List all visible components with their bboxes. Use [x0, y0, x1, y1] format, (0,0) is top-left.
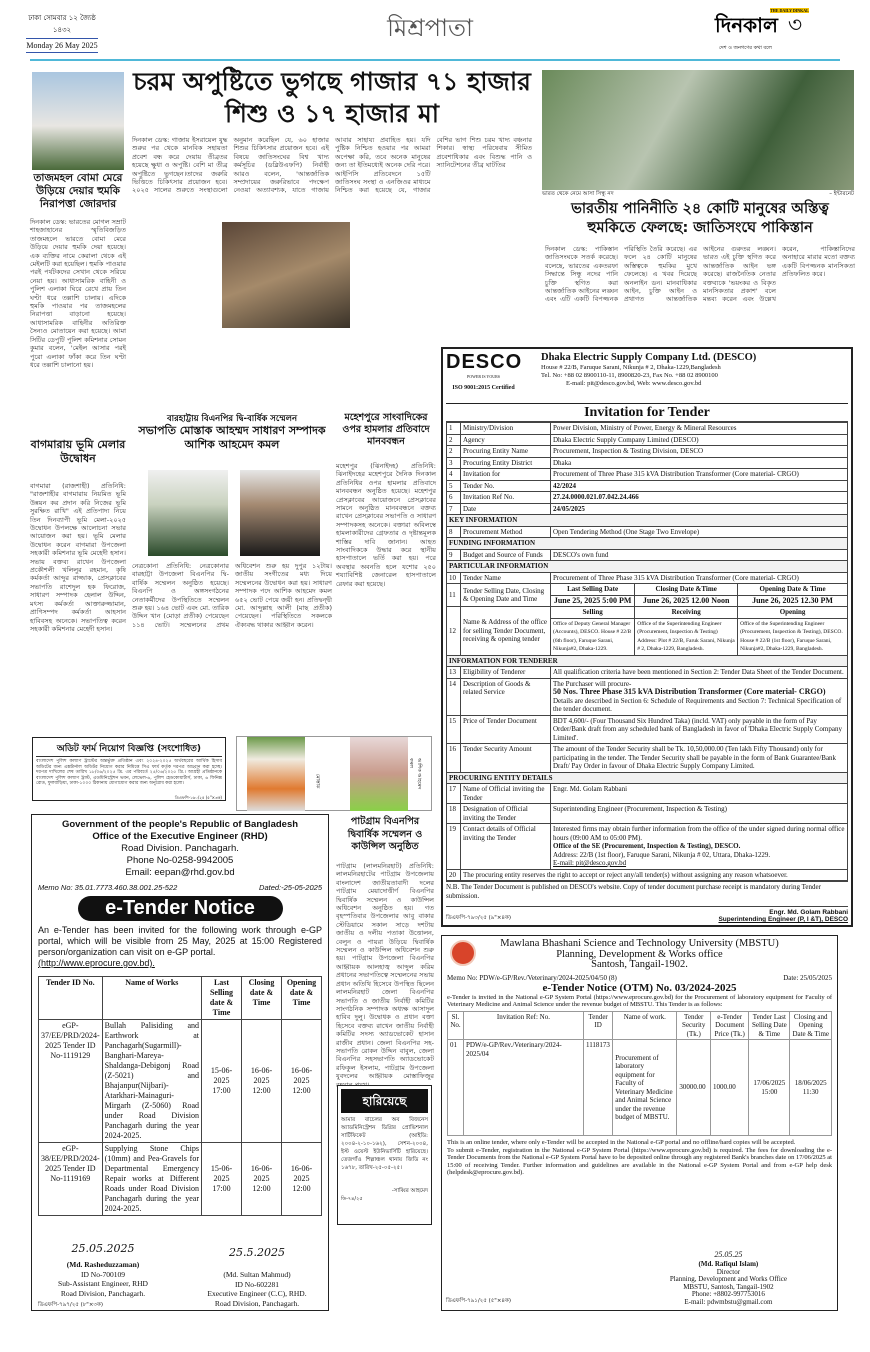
mbstu-tender-notice: Mawlana Bhashani Science and Technology University (MBSTU) Planning, Development & Works office Santosh, Tangail-1902. Memo No: PDW/e-GP/Rev./Veterinary/2024-2025/04/50 (8) Date: 25/05/2025 e-Tender Notice (OTM) No. 03/2024-2025 e-Tender is invited in the National e-GP System Portal (https://www.eprocure.gov.bd) for the Procurement of laboratory equipment for Faculty of Veterinary Medicine and Animal Science under the revenue budget of MBSTU. This Tender is as follows: Sl. No. Invitation Ref: No. Tender ID Name of work. Tender Security (Tk.) e-Tender Document Price (Tk.) Tender Last Selling Date & Time Closing and Opening Date & Time 01 PDW/e-GP/Rev./Veterinary/2024-2025/04 1118173 Procurement of laboratory equipment for Faculty of Veterinary Medicine and Animal Science under the revenue budget of MBSTU. 30000.00 1000.00 17/06/2025 15:00 18/06/2025 11:30 This is an online tender, where only e-Tender will be accepted in the National e-GP portal and no offline/hard copies will be accepted. To submit e-Tender, registration in the National e-GP System Portal (https://www.eprocure.gov.bd) is required. The fees for downloading the e-Tender Documents from the National e-GP System Portal have to be deposited online through any registered Bank's branches date on 17/06/2025 at 15:00 of receiving Tender. Further information and guidelines are available in the National e-GP System Portal and from e-GP help desk (helpdesk@eprocure.gov.bd). 25.05.25 (Md. Rafiqul Islam) Director Planning, Development and Works Office MBSTU, Santosh, Tangail-1902 Phone: +8802-997753016 E-mail: pdwmbstu@gmail.com ডিএফপি-৭৯১/২৫ (৫"×৪ক) — [441, 935, 838, 1311]
e-tender-title: e-Tender Notice — [78, 896, 283, 921]
page-number: ৩ — [787, 13, 803, 38]
portraits-panel: মোস্তাক আশিক আহমেদ কমল — [236, 736, 432, 811]
table-row: 13 Eligibility of Tenderer All qualification criteria have been mentioned in Section 2: Tender Data Sheet of the Tender Document. — [447, 667, 848, 679]
signature-left: 25.05.2025 (Md. Rasheduzzaman) ID No-700109 Sub-Assistant Engineer, RHD Road Division, Panchagarh. — [58, 1242, 148, 1298]
lead-body: দিনকাল ডেস্ক: গাজায় ইসরায়েল যুদ্ধ শুরুর পর থেকে মানবিক সহায়তা প্রবেশ বন্ধ করে দেয়ায় তীব্রতর হয়েছে ক্ষুধা ও অপুষ্টি। বেশি মা তীব্র অপুষ্টিতে ভুগছেন।তাদের জরুরি ভিত্তিতে চিকিৎসার প্রয়োজন হবে। ২০২৫ সালের শুরুতে সংস্থাগুলো অনুমান করেছিল যে, ৬০ হাজার শিশুর চিকিৎসার প্রয়োজন হবে। এই বিষয়ে জাতিসংঘের বিশ্ব খাদ্য কর্মসূচির (ডব্লিউএফপি) নির্বাহী আরও বলেন, 'আন্তর্জাতিক সম্প্রদায়ের জরুরিভাবে পদক্ষেপ নেওয়া অত্যাবশ্যক, যাতে গাজায় আবার সাহায্য প্রবাহিত হয়। যদি পুষ্টিক নিশ্চিত হওয়ার পর আমরা অপেক্ষা করি, তবে অনেক মানুষের জন্য তা ইতিমধ্যেই অনেক দেরি পরে। আইপিসি প্রতিবেদনে ১৫টি জাতিসংঘ সংস্থা ও এনজিওর মাধ্যমে নিশ্চিত করা হয়েছে যে, গাজার বেশির ভাগ শিশু চরম খাদ্য বঞ্চনার শিকার। স্বাস্থ্য পরিষেবায় সীমিত প্রবেশাধিকার এবং বিশুদ্ধ পানি ও স্যানিটেশনের তীব্র ঘাটতির — [132, 136, 532, 195]
table-row: 16 Tender Security Amount The amount of the Tender Security shall be Tk. 10,50,000.00 (Ten lakh Fifty Thousand) only for participating in the tender. The Tender Security shall be payable in the form of Bank Guarantee/Bank Draft/ Pay Order in favour of Dhaka Electric Supply Company Limited. — [447, 744, 848, 773]
table-row: 5 Tender No. 42/2024 — [447, 480, 848, 492]
section-header: PROCURING ENTITY DETAILS — [447, 772, 848, 784]
email-link[interactable]: E-mail: pit@desco.gov.bd — [553, 859, 627, 867]
table-row — [448, 1040, 832, 1136]
section-title: মিশ্রপাতা — [387, 14, 473, 42]
portrait-left — [247, 737, 305, 811]
rhd-tender-table — [38, 976, 322, 1216]
date-english: Monday 26 May 2025 — [26, 39, 98, 53]
column-header: Opening date & Time — [282, 977, 322, 1020]
audit-firm-notice: অডিট ফার্ম নিয়োগ বিজ্ঞপ্তি (সংশোধিত) বাংলাদেশ পুলিশ কল্যাণ ট্রাস্টের অন্তর্ভুক্ত প্রতিষ্ঠান এবং ২০২৪-২০২৫ অর্থবছরের আর্থিক হিসাব অডিটের জন্য এক্সটার্নাল অডিটর নিয়োগ করার নিমিত্তে সিএ ফার্ম কর্তৃক দরপত্র আহ্বান করা হচ্ছে। দরপত্র দাখিলের শেষ তারিখ ১৮/০৬/২০২৫ খ্রি. এর পরিবর্তে ২৫/০৬/২০২৫ খ্রি.। আগ্রহী প্রতিষ্ঠানকে বাংলাদেশ পুলিশ কল্যাণ ট্রাস্ট, এডমিনিস্ট্রেশন ভবন, লেভেল-৬, পুলিশ হেডকোয়ার্টার্স, ঢাকা, ৬ ফিনিক্স রোড, ফুলবাড়িয়া, ঢাকা-১০০০ ঠিকানায় যোগাযোগ করার জন্য অনুরোধ করা হলো। ডিএফপি-১৬০/২৫ (৫"×৩ক) — [32, 737, 226, 801]
taj-body: দিনকাল ডেস্ক: ভারতের মোগল সম্রাট শাহজাহানের স্মৃতিবিজড়িত তাজমহলে ভারতে বোমা মেরে উড়িয়ে দেয়ার হুমকি দেয়া হয়েছে। এক ব্যক্তির নামে কেরালা থেকে এই মেইলটি করা হয়েছিল। হুমকি পাওয়ার পরই পর্যটকদের সেখান থেকে সরিয়ে নেয়া হয়। আধাসামরিক বাহিনী ও পুলিশ এলাকা ঘিরে রেখে প্রায় তিন ঘণ্টা ধরে তল্লাশি চালায়। এদিকে হুমকি পাওয়ার পর তাজমহলের নিরাপত্তা বাড়ানো হয়েছে। আধাসামরিক বাহিনীর অতিরিক্ত সৈন্যও মোতায়েন করা হয়েছে। আমা সিটির ডেপুটি পুলিশ কমিশনার সোমন কুমার বলেন, 'মেইল আসার পরই পুরো এলাকা ফাঁকা করে তিন ঘণ্টা ধরে তল্লাশি চালানো হয়। — [30, 218, 126, 369]
table-row: 18 Designation of Official inviting the Tender Superintending Engineer (Procurement, Inspection & Testing) — [447, 804, 848, 824]
masthead-rule — [30, 59, 840, 61]
table-row: 2 Procuring Entity Name Procurement, Inspection & Testing Division, DESCO — [447, 446, 848, 458]
table-cell: Bullah Palisiding and Earthwork at Panchagarh(Sugarmill)-Banghari-Mareya-Shaldanga-Debigonj Road (Z-5021) and Bhajanpur(Nijbari)-Atarkhari-Mainaguri-Mirgarh (Z-5060) Road under Road Division Panchagarh during the year 2024-2025. — [102, 1020, 201, 1143]
desco-tender-table: 1 Ministry/Division Power Division, Ministry of Power, Energy & Mineral Resources 2 Agency Dhaka Electric Supply Company Limited (DESCO) 2 Procuring Entity Name Procurement, Inspection & Testing Division, DESCO 3 Procuring Entity District Dhaka 4 Invitation for Procurement of Three Phase 315 kVA Distribution Transformer (Core material- CRGO) 5 Tender No. 42/2024 6 Invitation Ref No. 27.24.0000.021.07.042.24.466 7 Date 24/05/2025 KEY INFORMATION 8 Procurement Method Open Tendering Method (One Stage Two Envelope) FUNDING INFORMATION 9 Budget and Source of Funds DESCO's own fund PARTICULAR INFORMATION 10 Tender Name Procurement of Three Phase 315 kVA Distribution Transformer (Core material- CRGO) 11 Tender Selling Date, Closing & Opening Date and Time Last Selling Date Closing Date &Time Opening Date & Time June 25, 2025 5:00 PM June 26, 2025 12.00 Noon June 26, 2025 12.30 PM 12 Name & Address of the office for selling Tender Document, receiving & opening tender Selling Receiving Opening Office of Deputy General Manager (Accounts), DESCO. House # 22/B (6th floor), Faruque Sarani, Nikunja#2, Dhaka-1229. Office of the Superintending Engineer (Procurement, Inspection & Testing) Address: Plot # 22/B, Faruk Sarani, Nikunja # 2, Dhaka-1229, Bangladesh. Office of the Superintending Engineer (Procurement, Inspection & Testing), DESCO. House # 22/B (1st floor), Faruque Sarani, Nikunja#2, Dhaka-1229, Bangladesh. INFORMATION FOR TENDERER 13 Eligibility of Tenderer All qualification criteria have been mentioned in Section 2: Tender Data Sheet of the Tender Document. 14 Description of Goods & related Service The Purchaser will procure- 50 Nos. Three Phase 315 kVA Distribution Transformer (Core material- CRGO) Details are described in Section 6: Schedule of Requirements and Section 7: Technical Specification of the tender document. 15 Price of Tender Document BDT 4,600/- (Four Thousand Six Hundred Taka) (incld. VAT) only payable in the form of Pay Order/Bank draft from any scheduled bank of Bangladesh in favor of 'Dhaka Electric Supply Company Limited'. 16 Tender Security Amount The amount of the Tender Security shall be Tk. 10,50,000.00 (Ten lakh Fifty Thousand) only for participating in the tender. The Tender Security shall be payable in the form of Bank Guarantee/Bank Draft/ Pay Order in favour of Dhaka Electric Supply Company Limited. PROCURING ENTITY DETAILS 17 Name of Official inviting the Tender Engr. Md. Golam Rabbani 18 Designation of Official inviting the Tender Superintending Engineer (Procurement, Inspection & Testing) 19 Contact details of Official inviting the Tender Interested firms may obtain further information from the office of the under signed during normal office hours (09:00 AM to 05:00 PM). Office of the SE (Procurement, Inspection & Testing), DESCO. Address: 22/B (1st floor), Faruque Sarani, Nikunja # 02, Uttara, Dhaka-1229. E-mail: pit@desco.gov.bd 20 The procuring entity reserves the right to accept or reject any/all tender(s) without assigning any reason whatsoever. — [446, 422, 848, 881]
table-cell: 17/06/2025 15:00 — [749, 1040, 790, 1136]
column-header: Last Selling date & Time — [202, 977, 242, 1020]
table-cell: 30000.00 — [677, 1040, 711, 1136]
table-row: 17 Name of Official inviting the Tender Engr. Md. Golam Rabbani — [447, 784, 848, 804]
maheshpur-body: মহেশপুর (ঝিনাইদহ) প্রতিনিধি: ঝিনাইদহের মহেশপুরে দৈনিক দিনকাল প্রতিনিধির ওপর হামলার প্রতিবাদে মানববন্ধন অনুষ্ঠিত হয়েছে। মহেশপুর প্রেসক্লাবের আয়োজনে প্রেসক্লাবের সামনে অনুষ্ঠিত মানববন্ধনে বক্তব্য রাখেন প্রেসক্লাবের সভাপতি ও সাধারণ সম্পাদকসহ অনেকে। বক্তারা অবিলম্বে হামলাকারীদের গ্রেফতার ও দৃষ্টান্তমূলক শাস্তির দাবি জানান। আহত সাংবাদিককে উদ্ধার করে স্থানীয় হাসপাতালে ভর্তি করা হয়। পরে অবস্থার অবনতি হলে যশোর ২৫০ শয্যাবিশিষ্ট জেনারেল হাসপাতালে রেফার করা হয়েছে। — [336, 462, 436, 588]
column-header: Tender Last Selling Date & Time — [749, 1011, 790, 1040]
table-cell: Supplying Stone Chips (10mm) and Pea-Gravels for Departmental Emergency Repair works at Different Roads under Road Division Panchagarh during the year 2024-2025. — [102, 1143, 201, 1216]
desco-tender-notice: DESCO POWER IS YOURS ISO 9001:2015 Certified Dhaka Electric Supply Company Ltd. (DESCO) House # 22/B, Faruque Sarani, Nikunja # 2, Dhaka-1229,Bangladesh Tel. No: +88 02 8900110-11, 8900820-23, Fax No. +88 02 8900100 E-mail: pit@desco.gov.bd, Web: www.desco.gov.bd Invitation for Tender 1 Ministry/Division Power Division, Ministry of Power, Energy & Mineral Resources 2 Agency Dhaka Electric Supply Company Limited (DESCO) 2 Procuring Entity Name Procurement, Inspection & Testing Division, DESCO 3 Procuring Entity District Dhaka 4 Invitation for Procurement of Three Phase 315 kVA Distribution Transformer (Core material- CRGO) 5 Tender No. 42/2024 6 Invitation Ref No. 27.24.0000.021.07.042.24.466 7 Date 24/05/2025 KEY INFORMATION 8 Procurement Method Open Tendering Method (One Stage Two Envelope) FUNDING INFORMATION 9 Budget and Source of Funds DESCO's own fund PARTICULAR INFORMATION 10 Tender Name Procurement of Three Phase 315 kVA Distribution Transformer (Core material- CRGO) 11 Tender Selling Date, Closing & Opening Date and Time Last Selling Date Closing Date &Time Opening Date & Time June 25, 2025 5:00 PM June 26, 2025 12.00 Noon June 26, 2025 12.30 PM 12 Name & Address of the office for selling Tender Document, receiving & opening tender Selling Receiving Opening Office of Deputy General Manager (Accounts), DESCO. House # 22/B (6th floor), Faruque Sarani, Nikunja#2, Dhaka-1229. Office of the Superintending Engineer (Procurement, Inspection & Testing) Address: Plot # 22/B, Faruk Sarani, Nikunja # 2, Dhaka-1229, Bangladesh. Office of the Superintending Engineer (Procurement, Inspection & Testing), DESCO. House # 22/B (1st floor), Faruque Sarani, Nikunja#2, Dhaka-1229, Bangladesh. INFORMATION FOR TENDERER 13 Eligibility of Tenderer All qualification criteria have been mentioned in Section 2: Tender Data Sheet of the Tender Document. 14 Description of Goods & related Service The Purchaser will procure- 50 Nos. Three Phase 315 kVA Distribution Transformer (Core material- CRGO) Details are described in Section 6: Schedule of Requirements and Section 7: Technical Specification of the tender document. 15 Price of Tender Document BDT 4,600/- (Four Thousand Six Hundred Taka) (incld. VAT) only payable in the form of Pay Order/Bank draft from any scheduled bank of Bangladesh in favor of 'Dhaka Electric Supply Company Limited'. 16 Tender Security Amount The amount of the Tender Security shall be Tk. 10,50,000.00 (Ten lakh Fifty Thousand) only for participating in the tender. The Tender Security shall be payable in the form of Bank Guarantee/Bank Draft/ Pay Order in favour of Dhaka Electric Supply Company Limited. PROCURING ENTITY DETAILS 17 Name of Official inviting the Tender Engr. Md. Golam Rabbani 18 Designation of Official inviting the Tender Superintending Engineer (Procurement, Inspection & Testing) 19 Contact details of Official inviting the Tender Interested firms may obtain further information from the office of the under signed during normal office hours (09:00 AM to 05:00 PM). Office of the SE (Procurement, Inspection & Testing), DESCO. Address: 22/B (1st floor), Faruque Sarani, Nikunja # 02, Uttara, Dhaka-1229. E-mail: pit@desco.gov.bd 20 The procuring entity reserves the right to accept or reject any/all tender(s) without assigning any reason whatsoever. N.B. The Tender Document is published on DESCO's website. Copy of tender document purchase receipt is mandatory during Tender submission. ডিএফপি-৭৯৩/২৫ (৯"×৪ক) Engr. Md. Golam Rabbani Superintending Engineer (P, I &T), DESCO — [441, 347, 853, 927]
table-row: 1 Ministry/Division Power Division, Ministry of Power, Energy & Mineral Resources — [447, 423, 848, 435]
barhatta-kicker: বারহাট্টায় বিএনপির দ্বি-বার্ষিক সম্মেলন — [166, 414, 298, 424]
table-row — [39, 1143, 322, 1216]
table-cell: eGP-37/EE/PRD/2024-2025 Tender ID No-1119129 — [39, 1020, 103, 1143]
table-row — [39, 1020, 322, 1143]
rhd-tender-notice: Government of the people's Republic of Bangladesh Office of the Executive Engineer (RHD) Road Division. Panchagarh. Phone No-0258-9942005 Email: eepan@rhd.gov.bd Memo No: 35.01.7773.460.38.001.25-522 Dated:-25-05-2025 e-Tender Notice An e-Tender has been invited for the following work through e-GP portal, which will be visible from 25 May, 2025 at 15:00 Registered person/organization can visit on e-GP portal. (http://www.eprocure.gov.bd). Tender ID No. Name of Works Last Selling date & Time Closing date & Time Opening date & Time eGP-37/EE/PRD/2024-2025 Tender ID No-1119129 Bullah Palisiding and Earthwork at Panchagarh(Sugarmill)-Banghari-Mareya-Shaldanga-Debigonj Road (Z-5021) and Bhajanpur(Nijbari)-Atarkhari-Mainaguri-Mirgarh (Z-5060) Road under Road Division Panchagarh during the year 2024-2025. 15-06-2025 17:00 16-06-2025 12:00 16-06-2025 12:00 eGP-38/EE/PRD/2024-2025 Tender ID No-1119169 Supplying Stone Chips (10mm) and Pea-Gravels for Departmental Emergency Repair works at Different Roads under Road Division Panchagarh during the year 2024-2025. 15-06-2025 17:00 16-06-2025 12:00 16-06-2025 12:00 25.05.2025 (Md. Rasheduzzaman) ID No-700109 Sub-Assistant Engineer, RHD Road Division, Panchagarh. 25.5.2025 (Md. Sultan Mahmud) ID No-602281 Executive Engineer (C.C), RHD. Road Division, Panchagarh. ডিএফপি-৭৯৭/২৫ (৮"×৩ক) — [31, 814, 329, 1311]
gaza-children-photo — [222, 222, 350, 328]
table-row: 4 Invitation for Procurement of Three Phase 315 kVA Distribution Transformer (Core material- CRGO) — [447, 469, 848, 481]
patgram-headline: পাটগ্রাম বিএনপির দ্বিবার্ষিক সম্মেলন ও কাউন্সিল অনুষ্ঠিত — [347, 816, 423, 852]
table-cell: 1118173 — [583, 1040, 612, 1136]
india-body: দিনকাল ডেস্ক: পাকিস্তান জাতিসংঘকে সতর্ক করেছে। বলেছে, ভারতের একতরফা সিদ্ধান্তে সিন্ধু নদের পানি চুক্তি স্থগিত করা আন্তর্জাতিক আইনের লঙ্ঘন এবং এটি একটি বিপজ্জনক পরিস্থিতি তৈরি করেছে। এর ফলে ২৪ কোটি মানুষের অস্তিত্বকে হুমকির মুখে ফেলেছে। এ খবর দিয়েছে অনলাইন ডন। মানবাধিকার আইন, চুক্তি আইন ও প্রথাগত আন্তর্জাতিক আইনের গুরুতর লঙ্ঘন। ভারত এই চুক্তি স্থগিত করে আন্তর্জাতিক আইন ভঙ্গ করেছে। রাজনৈতিক নেতার বক্তব্যকে 'ভয়ংকর ও বিকৃত মানসিকতার প্রকাশ' বলে মন্তব্য করেন এবং উল্লেখ করেন, পাকিস্তানিদের অনাহারে মারার মতো বক্তব্য একটি বিপজ্জনক মানসিকতা প্রতিফলিত করে। — [545, 245, 855, 304]
eprocure-link[interactable]: (http://www.eprocure.gov.bd). — [38, 958, 155, 968]
column-header: Invitation Ref: No. — [463, 1011, 583, 1040]
column-header: Sl. No. — [448, 1011, 464, 1040]
section-header: KEY INFORMATION — [447, 515, 848, 527]
table-row: 3 Procuring Entity District Dhaka — [447, 457, 848, 469]
signature-right: 25.5.2025 (Md. Sultan Mahmud) ID No-602281 Executive Engineer (C.C), RHD. Road Division, Panchagarh. — [207, 1246, 307, 1308]
table-cell: 16-06-2025 12:00 — [242, 1020, 282, 1143]
table-cell: 16-06-2025 12:00 — [242, 1143, 282, 1216]
table-row: 7 Date 24/05/2025 — [447, 503, 848, 515]
table-row: 9 Budget and Source of Funds DESCO's own fund — [447, 549, 848, 561]
table-row: 2 Agency Dhaka Electric Supply Company Limited (DESCO) — [447, 434, 848, 446]
table-cell: 15-06-2025 17:00 — [202, 1020, 242, 1143]
section-header: INFORMATION FOR TENDERER — [447, 655, 848, 667]
table-cell: eGP-38/EE/PRD/2024-2025 Tender ID No-1119169 — [39, 1143, 103, 1216]
patgram-body: পাটগ্রাম (লালমনিরহাট) প্রতিনিধি: লালমনিরহাটের পাটগ্রাম উপজেলায় বাংলাদেশ জাতীয়তাবাদী দলের পাটগ্রাম মেয়াদোত্তীর্ণ বিএনপির দ্বিবার্ষিক সম্মেলন ও কাউন্সিল অধিবেশন অনুষ্ঠিত হয়। গত বৃহস্পতিবার উপজেলার আবু বাকার স্টেডিয়ামে সকাল সাড়ে দশটায় জাতীয় ও দলীয় পতাকা উত্তোলন, বেলুন ও পায়রা উড়িয়ে দ্বিবার্ষিক সম্মেলন ও কাউন্সিল অধিবেশন শুরু হয়। পাটগ্রাম উপজেলা বিএনপির আহ্বায়ক আলহাজ্ব আব্দুল করিম প্রধানের সভাপতিত্বে সম্মেলনের সভায় প্রধান অতিথি হিসেবে উপস্থিত ছিলেন লালমনিরহাট জেলা বিএনপির সভাপতি ও জাতীয় নির্বাহী কমিটির সাংগঠনিক সম্পাদক অধ্যক্ষ আসাদুল হাবিব দুলু। উদ্বোধক ও প্রধান বক্তা হিসেবে বক্তব্য রাখেন জাতীয় নির্বাহী কমিটির সদস্য অ্যাডভোকেট হাসান রাজীব প্রধান। জেলা বিএনপির সহ-সভাপতি রোকন উদ্দিন বাবুল, জেলা বিএনপির সহসভাপতি অ্যাডভোকেট রফিকুল ইসলাম, পাটগ্রাম উপজেলা যুবদলের আহ্বায়ক মোস্তাফিজুর — [336, 862, 434, 1081]
taj-headline: তাজমহল বোমা মেরে উড়িয়ে দেয়ার হুমকি নিরাপত্তা জোরদার — [33, 172, 123, 210]
table-cell: 16-06-2025 12:00 — [282, 1020, 322, 1143]
date-bengali: ঢাকা সোমবার ১২ জ্যৈষ্ঠ ১৪৩২ — [26, 12, 98, 39]
president-photo — [148, 470, 228, 556]
table-cell: Procurement of laboratory equipment for Faculty of Veterinary Medicine and Animal Science under the revenue budget of MBSTU. — [613, 1040, 677, 1136]
section-header: FUNDING INFORMATION — [447, 538, 848, 550]
column-header: Tender ID No. — [39, 977, 103, 1020]
table-cell: 16-06-2025 12:00 — [282, 1143, 322, 1216]
column-header: Tender Security (Tk.) — [677, 1011, 711, 1040]
table-cell: 01 — [448, 1040, 464, 1136]
portrait-right — [350, 737, 408, 811]
bagmara-headline: বাগমারায় ভূমি মেলার উদ্বোধন — [30, 438, 126, 465]
secretary-photo — [240, 470, 320, 556]
column-header: Name of work. — [613, 1011, 677, 1040]
column-header: e-Tender Document Price (Tk.) — [711, 1011, 749, 1040]
table-row: 6 Invitation Ref No. 27.24.0000.021.07.042.24.466 — [447, 492, 848, 504]
mbstu-tender-table — [447, 1011, 832, 1137]
taj-mahal-photo — [32, 72, 124, 170]
table-cell: 1000.00 — [711, 1040, 749, 1136]
table-cell: 18/06/2025 11:30 — [790, 1040, 832, 1136]
mbstu-logo — [450, 940, 476, 966]
column-header: Closing and Opening Date & Time — [790, 1011, 832, 1040]
column-header: Name of Works — [102, 977, 201, 1020]
maheshpur-headline: মহেশপুরে সাংবাদিকের ওপর হামলার প্রতিবাদে মানববন্ধন — [342, 412, 430, 447]
table-row: 10 Tender Name Procurement of Three Phase 315 kVA Distribution Transformer (Core material- CRGO) — [447, 572, 848, 584]
column-header: Tender ID — [583, 1011, 612, 1040]
barhatta-headline: সভাপতি মোস্তাক আহম্মদ সাধারণ সম্পাদক আশিক আহমেদ কমল — [138, 424, 326, 451]
masthead-date — [26, 12, 98, 53]
bagmara-body: বাগমারা (রাজশাহী) প্রতিনিধি: "রাজশাহীর বাগমারায় নিয়মিত ভূমি উন্নয়ন কর প্রদান করি নিজের ভূমি সুরক্ষিত রাখি" এই প্রতিপাদ্য নিয়ে তিন দিনব্যাপী ভূমি মেলা-২০২৫ উদ্বোধন উপলক্ষে আলোচনা সভার আয়োজন করা হয়। ভূমি মেলার উদ্বোধন করেন বাগমারা উপজেলা সহকারী কমিশনার ভূমি মেহেদী হসান। সভায় বক্তব্য রাখেন উপজেলা প্রকৌশলী খলিলুর রহমান, কৃষি কর্মকর্তা আব্দুর রাজ্জাক, প্রেসক্লাবের সভাপতি রাশেদুল হক ফিরোজ, সাধারণ সম্পাদক হেলাল উদ্দিন, মৎস্য কর্মকর্তা আক্তারুজ্জামান, প্রাণিসম্পদ কর্মকর্তা আহসান হাবিবসহ অনেকে। সভাপতিত্ব করেন সহকারী কমিশনার মেহেদী হসান। — [30, 482, 126, 633]
lead-headline: চরম অপুষ্টিতে ভুগছে গাজার ৭১ হাজার শিশু ও ১৭ হাজার মা — [133, 67, 531, 128]
section-header: PARTICULAR INFORMATION — [447, 561, 848, 573]
table-cell: PDW/e-GP/Rev./Veterinary/2024-2025/04 — [463, 1040, 583, 1136]
column-header: Closing date & Time — [242, 977, 282, 1020]
india-headline: ভারতীয় পানিনীতি ২৪ কোটি মানুষের অস্তিত্ব হুমকিতে ফেলছে: জাতিসংঘে পাকিস্তান — [571, 201, 829, 236]
newspaper-logo: THE DAILY DINKAL দিনকাল ৩ দেশ ও জনগণের কথা বলে — [715, 8, 809, 51]
table-row: 8 Procurement Method Open Tendering Method (One Stage Two Envelope) — [447, 526, 848, 538]
table-cell: 15-06-2025 17:00 — [202, 1143, 242, 1216]
table-row: 15 Price of Tender Document BDT 4,600/- (Four Thousand Six Hundred Taka) (incld. VAT) only payable in the form of Pay Order/Bank draft from any scheduled bank of Bangladesh in favor of 'Dhaka Electric Supply Company Limited'. — [447, 715, 848, 744]
indus-river-photo — [542, 70, 854, 190]
barhatta-body: নেত্রকোনা প্রতিনিধি: নেত্রকোনার বারহাট্টা উপজেলা বিএনপির দ্বি-বার্ষিক সম্মেলন অনুষ্ঠিত হয়েছে। বিএনপি ও অঙ্গসংগঠনের নেতাকর্মীদের উপস্থিতিতে সম্মেলন শুরু হয়। ১৬৪ ভোট এবং মো. তারিক উদ্দিন খান (মোড়া প্রতীক) পেয়েছেন ১১৪ ভোট। সম্মেলনের প্রথম অধিবেশন শুরু হয় দুপুর ১২টায়। জাতীয় সংগীতের মধ্য দিয়ে সম্মেলনের উদ্বোধন করা হয়। সাধারণ সম্পাদক পদে আশিক আহমেদ কমল ৬৫২ ভোট পেয়ে জয়ী হন। প্রতিদ্বন্দ্বী মো. আব্দুল্লাহ আলী (মাছ প্রতীক) পেয়েছেন। পরিস্থিতিতে সকলকে ঐক্যবদ্ধ থাকার আহ্বান করেন। — [132, 562, 332, 629]
photo-caption: ভারত থেকে নেমে আসা সিন্ধু নদ – ইন্টারনেট — [542, 191, 854, 197]
lost-notice: হারিয়েছে আমার বাচেলর অব বিজনেস অ্যাডমিনিস্ট্রেশন ডিগ্রির প্রোভিশনাল সার্টিফিকেট (আইডি: ২০০৪-২-১০-১৬২), সেশন-২০০৪, ইস্ট ওয়েস্ট ইউনিভার্সিটি হারিয়েছে। তেজগাঁও শিল্পাঞ্চল থানায় জিডি নং ১৬৭৮, তারিখ-২৫-০৫-২৫। -সাব্বির আহমেদ ডি-৭৪/২৫ — [337, 1085, 432, 1225]
desco-logo: DESCO POWER IS YOURS ISO 9001:2015 Certified — [446, 351, 523, 391]
